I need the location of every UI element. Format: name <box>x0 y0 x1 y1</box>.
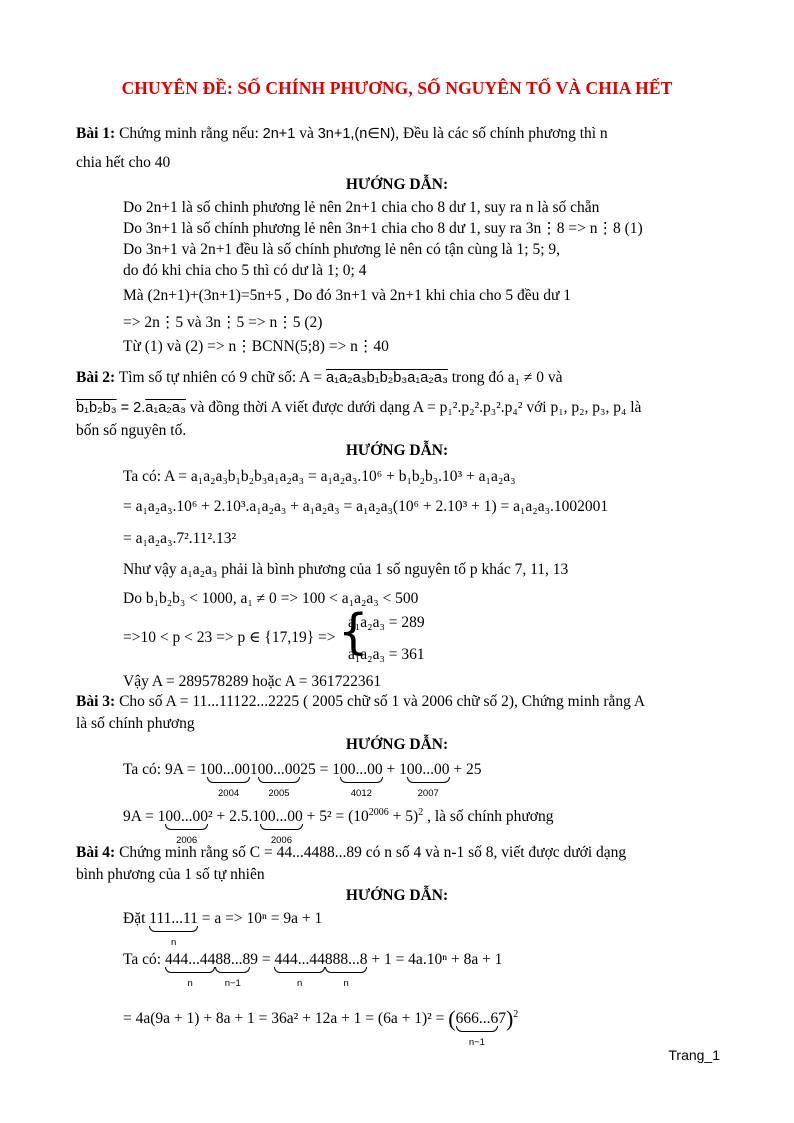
formula: 888...8 <box>324 951 368 968</box>
text: Chứng minh rằng số C = 44...4488...89 có n số 4 và n-1 số 8, viết được dưới dạng <box>115 844 627 861</box>
underbrace-group <box>324 950 368 989</box>
exercise-4-statement <box>76 843 626 863</box>
solution-1-line-3: Do 3n+1 và 2n+1 đều là số chính phương lẻ nên có tận cùng là 1; 5; 9, <box>123 241 560 258</box>
formula: 00...00 <box>340 761 383 778</box>
formula: b₁b₂b₃ <box>76 400 117 416</box>
underbrace-icon <box>165 967 215 973</box>
formula: = 2. <box>116 400 146 416</box>
solution-4-line-2 <box>123 950 503 989</box>
formula: 2 <box>513 1009 519 1020</box>
formula: a₁a₂a₃b₁b₂b₃a₁a₂a₃ <box>326 370 448 386</box>
underbrace-group <box>149 909 198 948</box>
guide-heading-1: HƯỚNG DẪN: <box>345 176 449 193</box>
solution-1-line-5: Mà (2n+1)+(3n+1)=5n+5 , Do đó 3n+1 và 2n+1 khi chia cho 5 đều dư 1 <box>123 287 571 304</box>
formula: + 25 <box>449 761 482 778</box>
underbrace-label: 2006 <box>176 835 198 846</box>
formula: 1 <box>249 761 258 778</box>
solution-2-line-1: Ta có: A = a₁a₂a₃b₁b₂b₃a₁a₂a₃ = a₁a₂a₃.10⁶ + b₁b₂b₃.10³ + a₁a₂a₃ <box>123 468 516 485</box>
underbrace-label: 2005 <box>268 788 290 799</box>
system-eq-1: a₁a₂a₃ = 289 <box>348 614 425 631</box>
exercise-1-statement <box>76 124 608 144</box>
underbrace-label: n <box>343 978 349 989</box>
underbrace-group <box>340 760 383 799</box>
text: , Đều là các số chính phương thì n <box>395 125 608 142</box>
solution-4-line-1 <box>123 909 323 948</box>
solution-2-line-6: =>10 < p < 23 => p ∈ {17,19} => <box>123 629 336 646</box>
underbrace-group <box>165 807 208 846</box>
solution-1-line-4: do đó khi chia cho 5 thì có dư là 1; 0; 4 <box>123 262 367 279</box>
underbrace-label: 2007 <box>417 788 439 799</box>
text: Chứng minh rằng nếu: <box>115 125 263 142</box>
text: và đồng thời A viết được dưới dạng A = p₁².p₂².p₃².p₄² với p₁, p₂, p₃, p₄ là <box>185 399 642 416</box>
formula: = a => 10ⁿ = 9a + 1 <box>197 910 323 927</box>
underbrace-label: 4012 <box>350 788 372 799</box>
exercise-2-label: Bài 2: <box>76 369 116 386</box>
formula: + 1 <box>382 761 407 778</box>
solution-2-line-2: = a₁a₂a₃.10⁶ + 2.10³.a₁a₂a₃ + a₁a₂a₃ = a₁a₂a₃(10⁶ + 2.10³ + 1) = a₁a₂a₃.1002001 <box>123 498 609 515</box>
underbrace-icon <box>258 777 301 783</box>
exercise-3-label: Bài 3: <box>76 693 116 710</box>
solution-1-line-6: => 2n⋮5 và 3n⋮5 => n⋮5 (2) <box>123 314 323 331</box>
system-brace-icon: { <box>338 604 369 660</box>
formula: 00...00 <box>406 761 450 778</box>
solution-1-line-1: Do 2n+1 là số chinh phương lẻ nên 2n+1 chia cho 8 dư 1, suy ra n là số chẵn <box>123 199 600 216</box>
formula: 666...6 <box>455 1010 499 1027</box>
document-title: CHUYÊN ĐỀ: SỐ CHÍNH PHƯƠNG, SỐ NGUYÊN TỐ VÀ CHIA HẾT <box>121 78 673 98</box>
exercise-4-label: Bài 4: <box>76 844 116 861</box>
page-number: Trang_1 <box>668 1047 720 1063</box>
formula: + 5) <box>388 808 419 825</box>
guide-heading-4: HƯỚNG DẪN: <box>345 887 449 904</box>
left-paren-icon: ( <box>448 1006 456 1031</box>
underbrace-label: n−1 <box>468 1037 485 1048</box>
text: Tìm số tự nhiên có 9 chữ số: A = <box>115 369 327 386</box>
exercise-2-statement-2 <box>76 398 641 418</box>
exercise-2-statement-3: bốn số nguyên tố. <box>76 422 187 439</box>
underbrace-group <box>215 950 251 989</box>
formula: 9A = 1 <box>123 808 166 825</box>
formula: 2006 <box>368 807 389 818</box>
solution-2-line-5: Do b₁b₂b₃ < 1000, a₁ ≠ 0 => 100 < a₁a₂a₃ < 500 <box>123 590 419 607</box>
system-eq-2: a₁a₂a₃ = 361 <box>348 646 425 663</box>
underbrace-group <box>406 760 450 799</box>
formula: 444...44 <box>164 951 216 968</box>
underbrace-icon <box>260 824 303 830</box>
exercise-3-statement <box>76 692 645 712</box>
formula: 3n+1,(n∈N) <box>317 126 396 142</box>
formula: 00...00 <box>257 761 301 778</box>
formula: 25 = 1 <box>300 761 341 778</box>
formula: 2n+1 <box>262 126 296 142</box>
underbrace-group <box>260 807 303 846</box>
solution-2-line-7: Vậy A = 289578289 hoặc A = 361722361 <box>123 673 382 690</box>
solution-4-line-3 <box>123 1005 519 1048</box>
underbrace-group <box>207 760 250 799</box>
underbrace-group <box>257 760 301 799</box>
exercise-1-label: Bài 1: <box>76 125 116 142</box>
formula: 00...00 <box>260 808 303 825</box>
formula: 111...11 <box>149 910 198 927</box>
underbrace-icon <box>207 777 250 783</box>
text: Cho số A = 11...11122...2225 ( 2005 chữ số 1 và 2006 chữ số 2), Chứng minh rằng A <box>115 693 646 710</box>
formula: = 4a(9a + 1) + 8a + 1 = 36a² + 12a + 1 = (6a + 1)² = <box>123 1010 449 1027</box>
underbrace-label: n <box>296 978 303 989</box>
solution-1-line-7: Từ (1) và (2) => n⋮BCNN(5;8) => n⋮40 <box>123 338 389 355</box>
underbrace-icon <box>215 967 250 973</box>
underbrace-icon <box>274 967 324 973</box>
text: trong đó a₁ ≠ 0 và <box>447 369 563 386</box>
exercise-1-statement-cont: chia hết cho 40 <box>76 154 171 171</box>
solution-3-line-2 <box>123 803 554 846</box>
formula: 88...8 <box>215 951 251 968</box>
exercise-3-statement-2: là số chính phương <box>76 715 195 732</box>
underbrace-icon <box>456 1026 499 1032</box>
underbrace-label: n <box>170 937 177 948</box>
solution-2-line-4: Như vậy a₁a₂a₃ phải là bình phương của 1 số nguyên tố p khác 7, 11, 13 <box>123 561 569 578</box>
formula: a₁a₂a₃ <box>145 400 186 416</box>
formula: 2 <box>418 807 424 818</box>
formula: 7 <box>498 1010 506 1027</box>
underbrace-icon <box>165 824 208 830</box>
formula: Đặt <box>123 910 150 927</box>
right-paren-icon: ) <box>505 1006 514 1031</box>
formula: Ta có: 9A = 1 <box>123 761 208 778</box>
underbrace-group <box>274 950 325 989</box>
guide-heading-2: HƯỚNG DẪN: <box>345 442 449 459</box>
formula: 00...00 <box>207 761 250 778</box>
underbrace-group <box>164 950 216 989</box>
formula: + 5² = (10 <box>302 808 369 825</box>
solution-2-line-3: = a₁a₂a₃.7².11².13² <box>123 530 237 547</box>
underbrace-label: n−1 <box>224 978 241 989</box>
underbrace-group <box>455 1009 499 1048</box>
solution-1-line-2: Do 3n+1 là số chính phương lẻ nên 3n+1 chia cho 8 dư 1, suy ra 3n⋮8 => n⋮8 (1) <box>123 220 643 237</box>
underbrace-icon <box>340 777 383 783</box>
solution-3-line-1 <box>123 760 482 799</box>
formula: 9 = <box>250 951 275 968</box>
formula: Ta có: <box>123 951 165 968</box>
guide-heading-3: HƯỚNG DẪN: <box>345 736 449 753</box>
exercise-2-statement <box>76 368 563 388</box>
underbrace-label: 2006 <box>270 835 292 846</box>
underbrace-icon <box>407 777 450 783</box>
formula: ² + 2.5.1 <box>207 808 261 825</box>
text: và <box>295 125 318 142</box>
formula: 00...00 <box>165 808 208 825</box>
underbrace-label: 2004 <box>218 788 240 799</box>
formula: 444...44 <box>274 951 325 968</box>
underbrace-icon <box>149 926 198 932</box>
underbrace-label: n <box>187 978 193 989</box>
underbrace-icon <box>325 967 368 973</box>
formula: + 1 = 4a.10ⁿ + 8a + 1 <box>367 951 503 968</box>
exercise-4-statement-2: bình phương của 1 số tự nhiên <box>76 866 265 883</box>
formula: , là số chính phương <box>423 808 554 825</box>
